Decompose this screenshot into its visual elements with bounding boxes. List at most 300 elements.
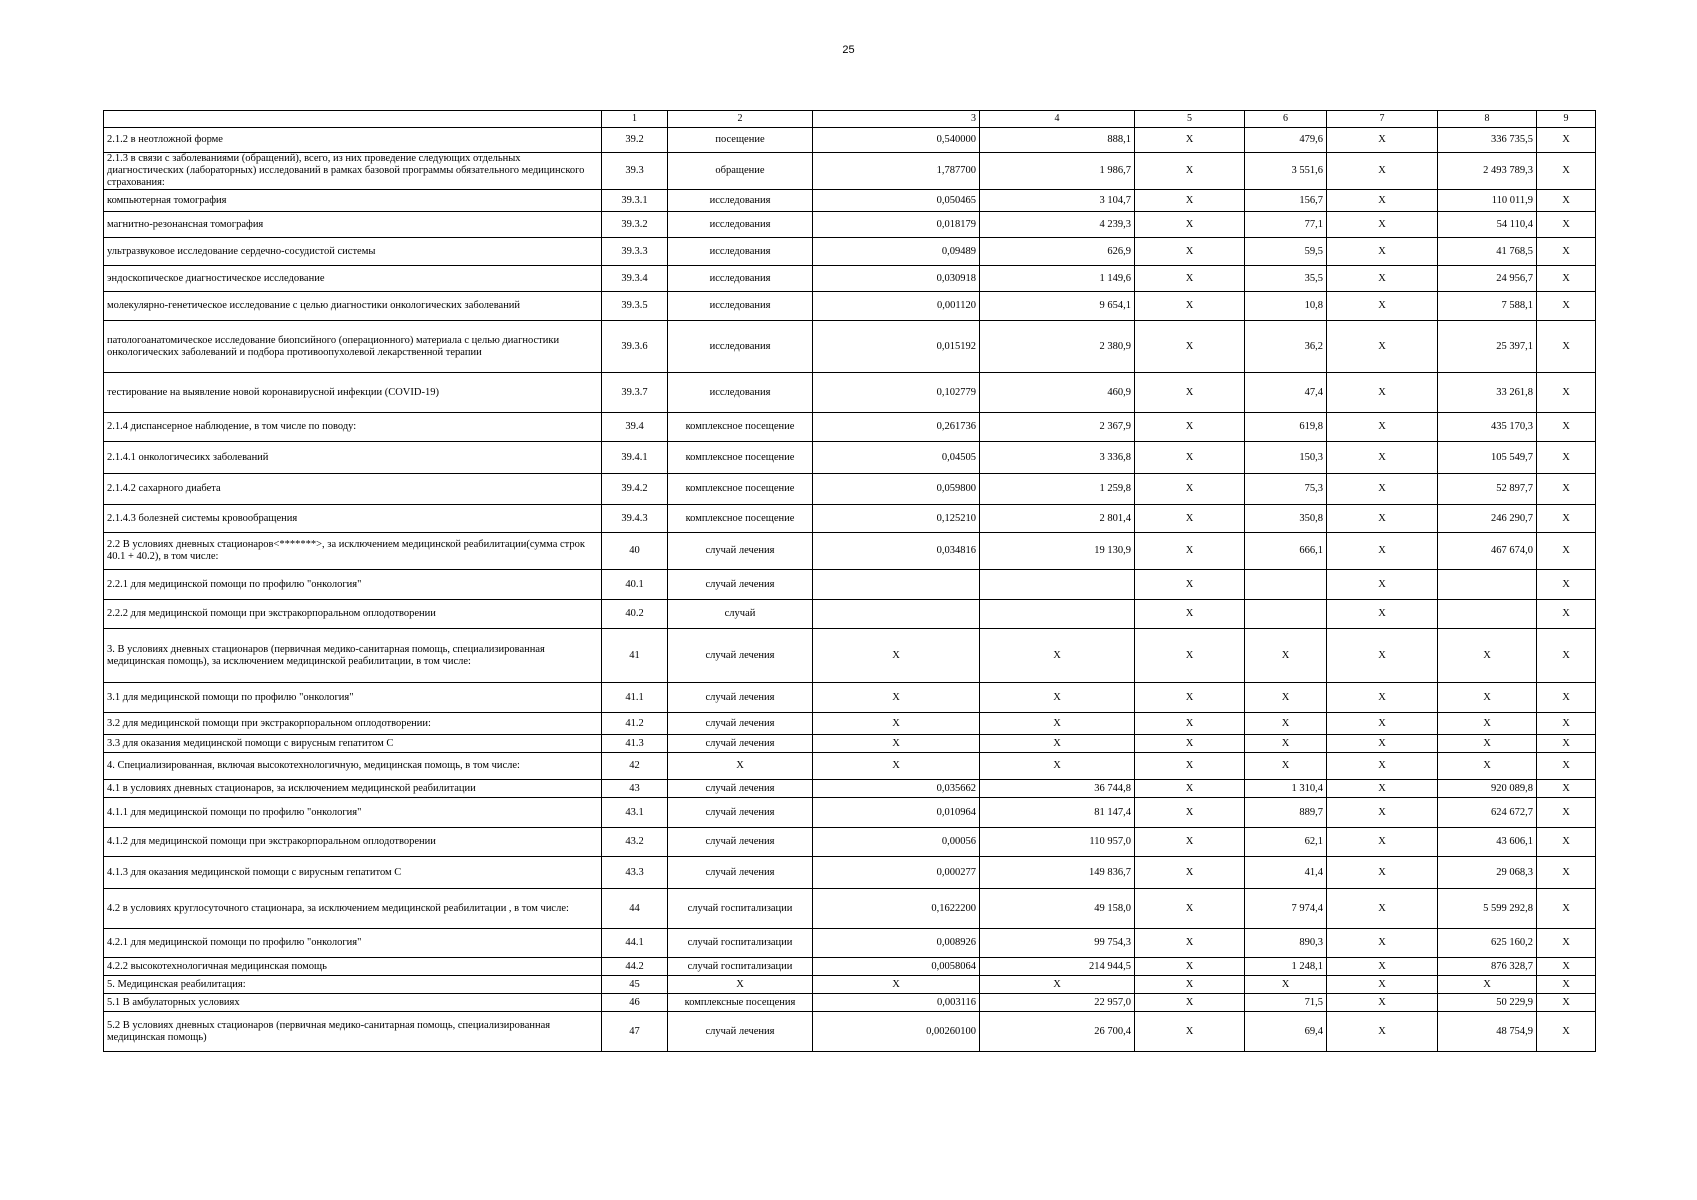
- table-cell: X: [1537, 735, 1596, 753]
- table-cell: случай лечения: [668, 780, 813, 798]
- table-cell: 1,787700: [813, 153, 980, 190]
- row-name-cell: 2.2.2 для медицинской помощи при экстракорпоральном оплодотворении: [104, 600, 602, 629]
- header-cell: 4: [980, 111, 1135, 128]
- table-cell: X: [1537, 212, 1596, 238]
- row-name-cell: 2.2.1 для медицинской помощи по профилю "онкология": [104, 570, 602, 600]
- table-cell: X: [1245, 735, 1327, 753]
- table-cell: 0,015192: [813, 321, 980, 373]
- table-cell: X: [1327, 373, 1438, 413]
- table-cell: X: [1327, 958, 1438, 976]
- table-cell: 62,1: [1245, 828, 1327, 857]
- table-cell: 435 170,3: [1438, 413, 1537, 442]
- table-cell: 42: [602, 753, 668, 780]
- table-cell: 77,1: [1245, 212, 1327, 238]
- table-cell: 0,540000: [813, 128, 980, 153]
- table-cell: X: [1327, 889, 1438, 929]
- table-cell: X: [980, 735, 1135, 753]
- table-cell: X: [1327, 976, 1438, 994]
- table-cell: X: [1327, 857, 1438, 889]
- table-cell: 920 089,8: [1438, 780, 1537, 798]
- table-cell: X: [1537, 292, 1596, 321]
- table-cell: 44.2: [602, 958, 668, 976]
- table-row: [104, 570, 1596, 600]
- table-cell: [980, 600, 1135, 629]
- table-cell: обращение: [668, 153, 813, 190]
- table-cell: X: [1327, 533, 1438, 570]
- table-cell: 19 130,9: [980, 533, 1135, 570]
- table-cell: 1 986,7: [980, 153, 1135, 190]
- table-cell: 52 897,7: [1438, 474, 1537, 505]
- table-cell: 49 158,0: [980, 889, 1135, 929]
- table-cell: X: [1327, 505, 1438, 533]
- table-row: [104, 1012, 1596, 1052]
- row-name-cell: 4.1.3 для оказания медицинской помощи с вирусным гепатитом С: [104, 857, 602, 889]
- row-name-cell: 2.1.4.1 онкологичесикх заболеваний: [104, 442, 602, 474]
- table-cell: X: [1537, 442, 1596, 474]
- table-cell: комплексное посещение: [668, 474, 813, 505]
- table-cell: X: [1537, 266, 1596, 292]
- table-cell: 2 367,9: [980, 413, 1135, 442]
- header-cell: [104, 111, 602, 128]
- row-name-cell: патологоанатомическое исследование биопсийного (операционного) материала с целью диагностики онкологических заболеваний и подбора противоопухолевой лекарственной терапии: [104, 321, 602, 373]
- table-cell: 43.1: [602, 798, 668, 828]
- table-cell: X: [980, 629, 1135, 683]
- table-cell: X: [1135, 958, 1245, 976]
- table-cell: X: [1537, 780, 1596, 798]
- table-cell: X: [1537, 321, 1596, 373]
- table-cell: случай госпитализации: [668, 958, 813, 976]
- table-cell: случай лечения: [668, 629, 813, 683]
- table-cell: 110 011,9: [1438, 190, 1537, 212]
- row-name-cell: ультразвуковое исследование сердечно-сосудистой системы: [104, 238, 602, 266]
- table-cell: X: [980, 753, 1135, 780]
- table-cell: X: [813, 753, 980, 780]
- table-cell: 75,3: [1245, 474, 1327, 505]
- table-cell: X: [1438, 713, 1537, 735]
- table-cell: X: [1135, 505, 1245, 533]
- table-cell: X: [1135, 683, 1245, 713]
- header-cell: 5: [1135, 111, 1245, 128]
- table-cell: X: [1135, 292, 1245, 321]
- table-cell: X: [1135, 780, 1245, 798]
- table-cell: 9 654,1: [980, 292, 1135, 321]
- table-cell: X: [1135, 753, 1245, 780]
- table-cell: комплексное посещение: [668, 442, 813, 474]
- table-row: [104, 238, 1596, 266]
- table-row: [104, 753, 1596, 780]
- table-cell: X: [1537, 798, 1596, 828]
- table-row: [104, 798, 1596, 828]
- row-name-cell: 4.2.1 для медицинской помощи по профилю "онкология": [104, 929, 602, 958]
- row-name-cell: 3. В условиях дневных стационаров (первичная медико-санитарная помощь, специализированная медицинская помощь), за исключением медицинской реабилитации, в том числе:: [104, 629, 602, 683]
- table-cell: X: [1438, 735, 1537, 753]
- table-cell: X: [1245, 753, 1327, 780]
- table-cell: 888,1: [980, 128, 1135, 153]
- table-cell: X: [1438, 976, 1537, 994]
- table-cell: случай лечения: [668, 828, 813, 857]
- table-cell: [813, 600, 980, 629]
- table-cell: X: [668, 753, 813, 780]
- row-name-cell: 2.1.2 в неотложной форме: [104, 128, 602, 153]
- table-cell: 246 290,7: [1438, 505, 1537, 533]
- table-cell: X: [1327, 713, 1438, 735]
- page-number: 25: [842, 44, 855, 56]
- table-cell: случай госпитализации: [668, 929, 813, 958]
- table-cell: 43: [602, 780, 668, 798]
- table-cell: X: [980, 713, 1135, 735]
- table-cell: X: [1537, 373, 1596, 413]
- table-row: [104, 958, 1596, 976]
- table-cell: 214 944,5: [980, 958, 1135, 976]
- table-cell: X: [980, 976, 1135, 994]
- table-cell: 0,00260100: [813, 1012, 980, 1052]
- table-row: [104, 128, 1596, 153]
- table-cell: 2 801,4: [980, 505, 1135, 533]
- table-cell: X: [1135, 713, 1245, 735]
- table-cell: X: [1537, 474, 1596, 505]
- table-cell: 43 606,1: [1438, 828, 1537, 857]
- table-cell: 110 957,0: [980, 828, 1135, 857]
- table-cell: 626,9: [980, 238, 1135, 266]
- table-cell: 4 239,3: [980, 212, 1135, 238]
- table-cell: X: [1327, 929, 1438, 958]
- table-cell: X: [980, 683, 1135, 713]
- table-cell: исследования: [668, 373, 813, 413]
- table-cell: X: [1537, 994, 1596, 1012]
- table-cell: X: [1327, 735, 1438, 753]
- table-cell: X: [1135, 474, 1245, 505]
- table-cell: X: [1537, 153, 1596, 190]
- table-cell: X: [1537, 857, 1596, 889]
- table-cell: 105 549,7: [1438, 442, 1537, 474]
- table-cell: 0,1622200: [813, 889, 980, 929]
- row-name-cell: 4.1.1 для медицинской помощи по профилю "онкология": [104, 798, 602, 828]
- table-cell: исследования: [668, 292, 813, 321]
- table-cell: X: [813, 976, 980, 994]
- table-cell: X: [1135, 153, 1245, 190]
- table-row: [104, 735, 1596, 753]
- table-cell: комплексное посещение: [668, 505, 813, 533]
- table-cell: X: [1537, 929, 1596, 958]
- table-cell: X: [813, 629, 980, 683]
- row-name-cell: 5. Медицинская реабилитация:: [104, 976, 602, 994]
- table-cell: X: [813, 683, 980, 713]
- table-row: [104, 153, 1596, 190]
- table-cell: X: [1135, 629, 1245, 683]
- table-row: [104, 266, 1596, 292]
- table-cell: 41.1: [602, 683, 668, 713]
- table-cell: 69,4: [1245, 1012, 1327, 1052]
- table-cell: 0,003116: [813, 994, 980, 1012]
- table-cell: 29 068,3: [1438, 857, 1537, 889]
- table-cell: 5 599 292,8: [1438, 889, 1537, 929]
- row-name-cell: 2.1.4.2 сахарного диабета: [104, 474, 602, 505]
- table-row: [104, 780, 1596, 798]
- table-cell: X: [1438, 753, 1537, 780]
- table-cell: 1 149,6: [980, 266, 1135, 292]
- table-cell: X: [1537, 889, 1596, 929]
- table-cell: X: [1327, 474, 1438, 505]
- table-cell: 0,001120: [813, 292, 980, 321]
- row-name-cell: тестирование на выявление новой коронавирусной инфекции (COVID-19): [104, 373, 602, 413]
- table-cell: 39.2: [602, 128, 668, 153]
- table-cell: X: [1537, 190, 1596, 212]
- header-cell: 9: [1537, 111, 1596, 128]
- table-cell: 889,7: [1245, 798, 1327, 828]
- table-cell: 0,059800: [813, 474, 980, 505]
- row-name-cell: 2.1.3 в связи с заболеваниями (обращений), всего, из них проведение следующих отдельных диагностических (лабораторных) исследований в рамках базовой программы обязательного медицинского страхования:: [104, 153, 602, 190]
- table-cell: случай: [668, 600, 813, 629]
- table-row: [104, 828, 1596, 857]
- table-cell: 44: [602, 889, 668, 929]
- table-cell: 0,035662: [813, 780, 980, 798]
- table-cell: 39.3.4: [602, 266, 668, 292]
- table-cell: X: [1135, 600, 1245, 629]
- table-cell: X: [1537, 629, 1596, 683]
- table-cell: X: [1327, 570, 1438, 600]
- table-cell: X: [1537, 1012, 1596, 1052]
- table-cell: 43.2: [602, 828, 668, 857]
- table-cell: 0,04505: [813, 442, 980, 474]
- header-cell: 1: [602, 111, 668, 128]
- table-row: [104, 190, 1596, 212]
- table-cell: 54 110,4: [1438, 212, 1537, 238]
- table-cell: 22 957,0: [980, 994, 1135, 1012]
- table-cell: X: [1135, 238, 1245, 266]
- row-name-cell: 3.1 для медицинской помощи по профилю "онкология": [104, 683, 602, 713]
- table-cell: [813, 570, 980, 600]
- row-name-cell: 4.2.2 высокотехнологичная медицинская помощь: [104, 958, 602, 976]
- table-cell: X: [813, 713, 980, 735]
- table-cell: 40.1: [602, 570, 668, 600]
- table-cell: случай госпитализации: [668, 889, 813, 929]
- table-cell: [1438, 600, 1537, 629]
- table-cell: X: [1327, 798, 1438, 828]
- table-cell: 479,6: [1245, 128, 1327, 153]
- table-cell: 624 672,7: [1438, 798, 1537, 828]
- table-cell: 1 310,4: [1245, 780, 1327, 798]
- table-cell: 39.4.3: [602, 505, 668, 533]
- table-cell: 41,4: [1245, 857, 1327, 889]
- table-cell: 0,018179: [813, 212, 980, 238]
- table-cell: 26 700,4: [980, 1012, 1135, 1052]
- row-name-cell: 4.1 в условиях дневных стационаров, за исключением медицинской реабилитации: [104, 780, 602, 798]
- table-cell: случай лечения: [668, 735, 813, 753]
- table-row: [104, 321, 1596, 373]
- table-cell: 0,09489: [813, 238, 980, 266]
- table-cell: X: [1135, 994, 1245, 1012]
- table-cell: 39.4: [602, 413, 668, 442]
- table-cell: X: [1135, 976, 1245, 994]
- table-cell: 350,8: [1245, 505, 1327, 533]
- table-cell: 39.3.2: [602, 212, 668, 238]
- table-cell: 150,3: [1245, 442, 1327, 474]
- table-cell: 36,2: [1245, 321, 1327, 373]
- table-cell: 0,050465: [813, 190, 980, 212]
- table-cell: 10,8: [1245, 292, 1327, 321]
- header-cell: 3: [813, 111, 980, 128]
- table-cell: 81 147,4: [980, 798, 1135, 828]
- row-name-cell: 2.1.4 диспансерное наблюдение, в том числе по поводу:: [104, 413, 602, 442]
- table-cell: [1438, 570, 1537, 600]
- table-cell: комплексные посещения: [668, 994, 813, 1012]
- table-cell: 41.3: [602, 735, 668, 753]
- table-cell: 71,5: [1245, 994, 1327, 1012]
- table-cell: 0,010964: [813, 798, 980, 828]
- table-cell: 39.3: [602, 153, 668, 190]
- table-cell: 467 674,0: [1438, 533, 1537, 570]
- table-row: [104, 212, 1596, 238]
- table-cell: X: [1135, 128, 1245, 153]
- table-cell: X: [1135, 442, 1245, 474]
- table-body: [104, 128, 1596, 1052]
- row-name-cell: 4. Специализированная, включая высокотехнологичную, медицинская помощь, в том числе:: [104, 753, 602, 780]
- table-cell: X: [1135, 735, 1245, 753]
- table-cell: 1 248,1: [1245, 958, 1327, 976]
- table-cell: X: [1438, 683, 1537, 713]
- table-cell: X: [1327, 413, 1438, 442]
- table-cell: 7 974,4: [1245, 889, 1327, 929]
- table-cell: 7 588,1: [1438, 292, 1537, 321]
- table-cell: 39.4.2: [602, 474, 668, 505]
- table-cell: 460,9: [980, 373, 1135, 413]
- table-cell: X: [1537, 958, 1596, 976]
- row-name-cell: компьютерная томография: [104, 190, 602, 212]
- table-cell: X: [1327, 1012, 1438, 1052]
- table-row: [104, 889, 1596, 929]
- table-cell: X: [1537, 238, 1596, 266]
- table-cell: исследования: [668, 321, 813, 373]
- table-cell: комплексное посещение: [668, 413, 813, 442]
- table-cell: 39.3.6: [602, 321, 668, 373]
- table-cell: 41.2: [602, 713, 668, 735]
- table-cell: 40: [602, 533, 668, 570]
- table-cell: X: [1245, 629, 1327, 683]
- table-row: [104, 683, 1596, 713]
- table-cell: 44.1: [602, 929, 668, 958]
- table-cell: случай лечения: [668, 857, 813, 889]
- row-name-cell: 4.2 в условиях круглосуточного стационара, за исключением медицинской реабилитации , в том числе:: [104, 889, 602, 929]
- table-cell: 24 956,7: [1438, 266, 1537, 292]
- table-cell: 48 754,9: [1438, 1012, 1537, 1052]
- table-cell: X: [1135, 533, 1245, 570]
- table-cell: случай лечения: [668, 533, 813, 570]
- table-cell: 47: [602, 1012, 668, 1052]
- table-cell: 3 336,8: [980, 442, 1135, 474]
- row-name-cell: 2.2 В условиях дневных стационаров<*******>, за исключением медицинской реабилитации(сумма строк 40.1 + 40.2), в том числе:: [104, 533, 602, 570]
- table-cell: 0,102779: [813, 373, 980, 413]
- table-row: [104, 292, 1596, 321]
- table-cell: 0,008926: [813, 929, 980, 958]
- table-cell: X: [1327, 600, 1438, 629]
- table-row: [104, 929, 1596, 958]
- table-cell: 625 160,2: [1438, 929, 1537, 958]
- table-cell: X: [1327, 629, 1438, 683]
- table-cell: 0,125210: [813, 505, 980, 533]
- table-cell: случай лечения: [668, 683, 813, 713]
- table-cell: 1 259,8: [980, 474, 1135, 505]
- table-row: [104, 976, 1596, 994]
- table-cell: X: [1135, 828, 1245, 857]
- table-cell: X: [1135, 266, 1245, 292]
- table-cell: X: [1135, 413, 1245, 442]
- table-cell: 3 104,7: [980, 190, 1135, 212]
- table-cell: X: [1537, 128, 1596, 153]
- table-cell: X: [1135, 929, 1245, 958]
- table-cell: X: [1537, 713, 1596, 735]
- table-row: [104, 413, 1596, 442]
- table-cell: 35,5: [1245, 266, 1327, 292]
- table-cell: посещение: [668, 128, 813, 153]
- table-cell: 3 551,6: [1245, 153, 1327, 190]
- table-cell: X: [1537, 505, 1596, 533]
- table-cell: X: [1135, 857, 1245, 889]
- row-name-cell: молекулярно-генетическое исследование с целью диагностики онкологических заболеваний: [104, 292, 602, 321]
- table-cell: 336 735,5: [1438, 128, 1537, 153]
- row-name-cell: 3.2 для медицинской помощи при экстракорпоральном оплодотворении:: [104, 713, 602, 735]
- row-name-cell: магнитно-резонансная томография: [104, 212, 602, 238]
- table-cell: 666,1: [1245, 533, 1327, 570]
- table-row: [104, 533, 1596, 570]
- table-cell: X: [1327, 292, 1438, 321]
- header-cell: 2: [668, 111, 813, 128]
- table-cell: X: [1327, 321, 1438, 373]
- table-cell: исследования: [668, 212, 813, 238]
- header-cell: 7: [1327, 111, 1438, 128]
- table-row: [104, 505, 1596, 533]
- table-row: [104, 373, 1596, 413]
- table-cell: 2 493 789,3: [1438, 153, 1537, 190]
- table-row: [104, 994, 1596, 1012]
- table-cell: X: [1135, 321, 1245, 373]
- table-cell: X: [1135, 570, 1245, 600]
- header-cell: 6: [1245, 111, 1327, 128]
- table-cell: 0,00056: [813, 828, 980, 857]
- table-cell: 0,000277: [813, 857, 980, 889]
- table-cell: X: [1327, 442, 1438, 474]
- table-cell: X: [1327, 128, 1438, 153]
- table-cell: 156,7: [1245, 190, 1327, 212]
- table-cell: X: [1327, 212, 1438, 238]
- table-cell: 59,5: [1245, 238, 1327, 266]
- table-row: [104, 629, 1596, 683]
- table-cell: X: [1537, 413, 1596, 442]
- table-cell: 41 768,5: [1438, 238, 1537, 266]
- table-cell: X: [1537, 683, 1596, 713]
- table-cell: X: [1537, 600, 1596, 629]
- table-cell: 41: [602, 629, 668, 683]
- row-name-cell: 4.1.2 для медицинской помощи при экстракорпоральном оплодотворении: [104, 828, 602, 857]
- table-cell: исследования: [668, 238, 813, 266]
- table-row: [104, 600, 1596, 629]
- table-cell: X: [1327, 238, 1438, 266]
- table-cell: [1245, 570, 1327, 600]
- table-row: [104, 474, 1596, 505]
- table-cell: X: [813, 735, 980, 753]
- table-cell: X: [1537, 533, 1596, 570]
- table-cell: 39.4.1: [602, 442, 668, 474]
- table-cell: исследования: [668, 266, 813, 292]
- table-cell: X: [1135, 190, 1245, 212]
- table-cell: 50 229,9: [1438, 994, 1537, 1012]
- table-cell: 47,4: [1245, 373, 1327, 413]
- row-name-cell: эндоскопическое диагностическое исследование: [104, 266, 602, 292]
- table-cell: X: [1537, 570, 1596, 600]
- table-cell: X: [1135, 1012, 1245, 1052]
- table-cell: X: [1537, 828, 1596, 857]
- table-cell: X: [1245, 976, 1327, 994]
- table-cell: X: [1135, 373, 1245, 413]
